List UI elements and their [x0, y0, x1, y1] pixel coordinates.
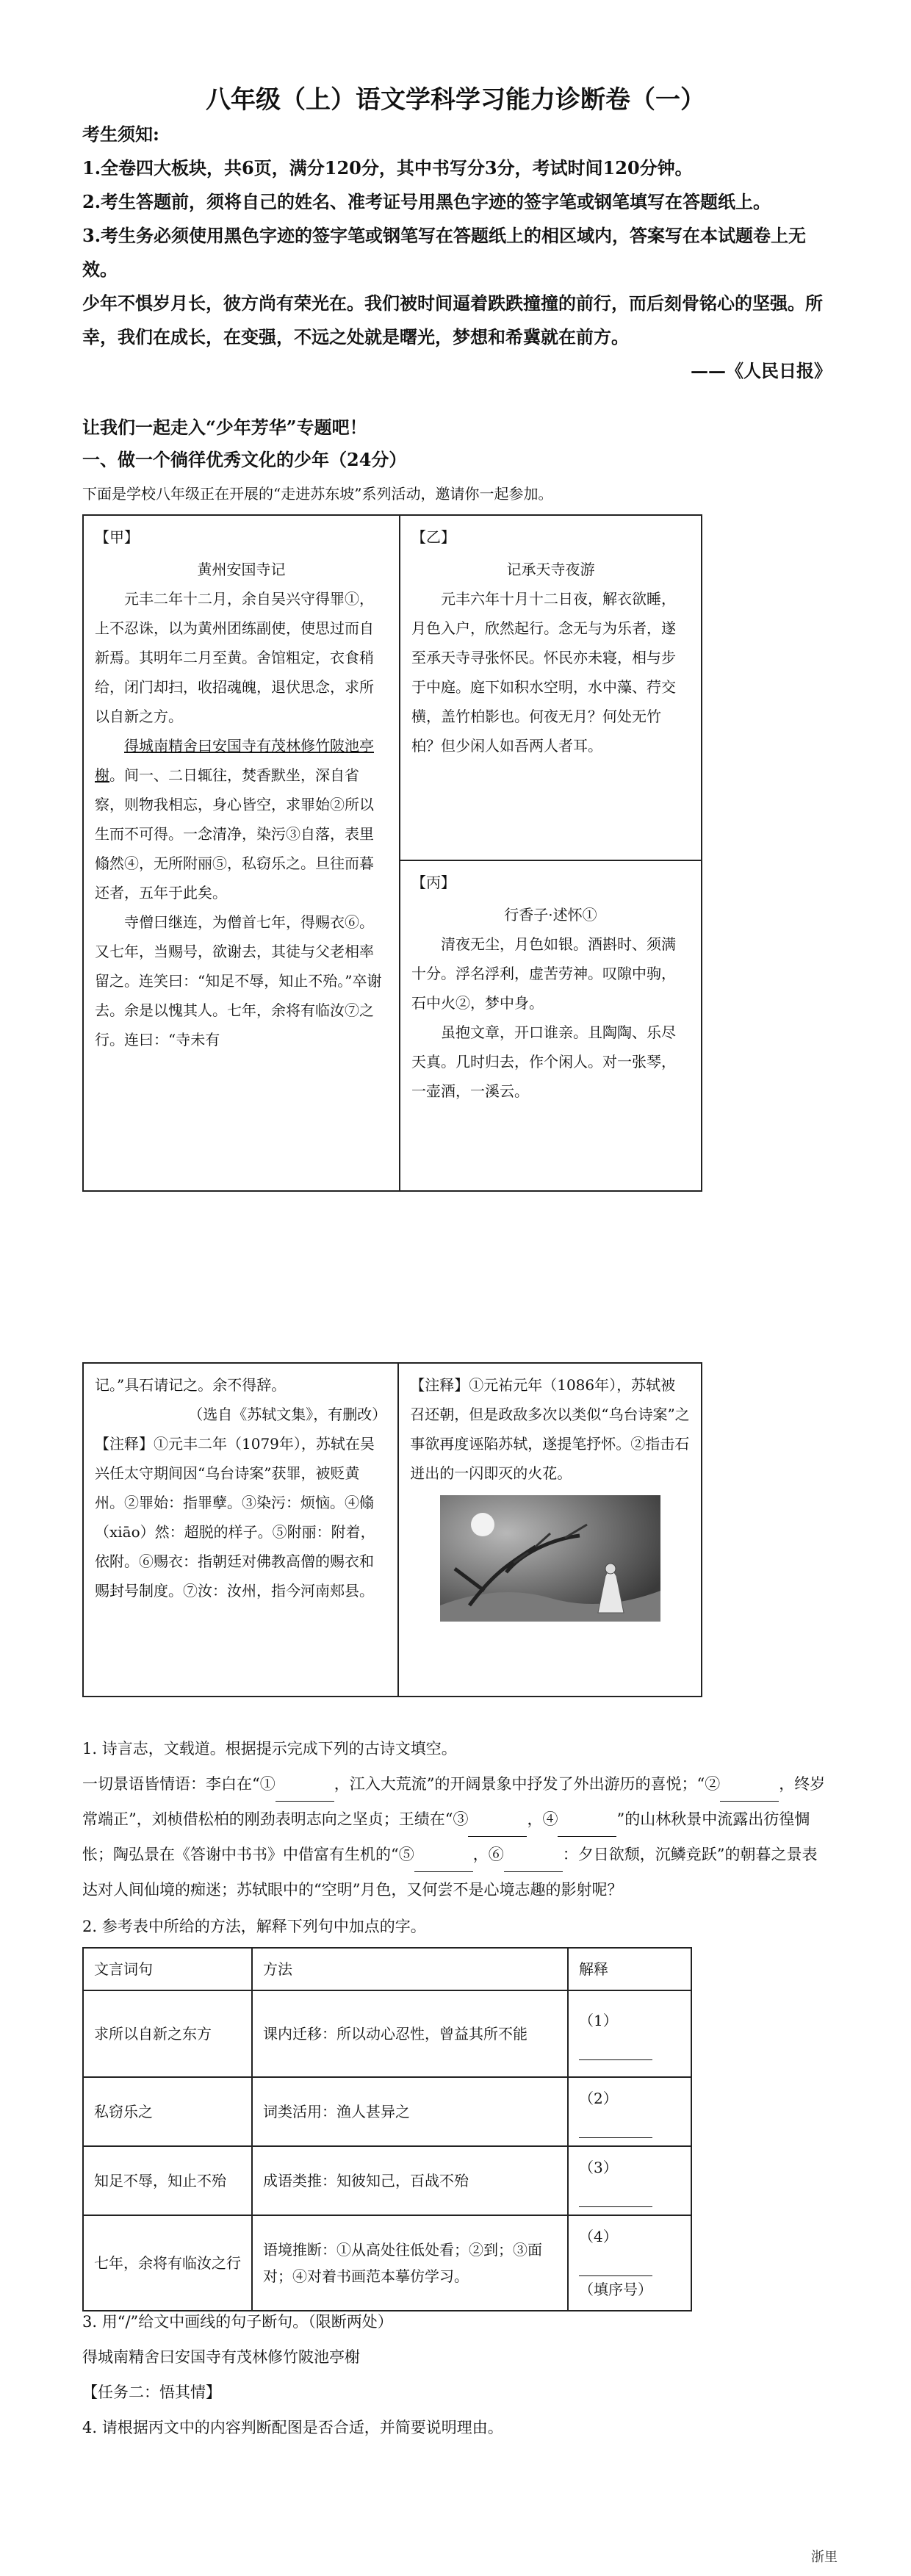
table-row — [83, 2146, 691, 2215]
row3-phrase: 知足不辱，知止不殆 — [83, 2146, 252, 2215]
col-header-method: 方法 — [252, 1948, 568, 1990]
q3-number: 3. — [82, 2313, 98, 2331]
q2-number: 2. — [82, 1918, 98, 1935]
page-title: 八年级（上）语文学科学习能力诊断卷（一） — [206, 85, 705, 115]
passage-a-tag: 【甲】 — [95, 528, 139, 546]
q1-text-4: ，④ — [527, 1810, 558, 1828]
q3-sentence[interactable]: 得城南精舍曰安国寺有茂林修竹陂池亭榭 — [82, 2348, 360, 2366]
table-row — [83, 2077, 691, 2146]
col-header-phrase: 文言词句 — [83, 1948, 252, 1990]
passage-a-cont-cell — [84, 1364, 397, 1611]
method-table — [82, 1947, 692, 2311]
row2-phrase: 私窃乐之 — [83, 2077, 252, 2146]
passage-a-para2 — [95, 731, 388, 907]
q4-number: 4. — [82, 2419, 98, 2436]
row4-method: 语境推断：①从高处往低处看；②到；③面对；④对着书画范本摹仿学习。 — [252, 2215, 568, 2311]
row4-answer[interactable] — [568, 2215, 691, 2311]
row4-note: （填序号） — [579, 2281, 652, 2298]
row1-answer[interactable] — [568, 1990, 691, 2077]
q4-stem: 请根据丙文中的内容判断配图是否合适，并简要说明理由。 — [101, 2419, 503, 2436]
task-2-heading: 【任务二：悟其情】 — [82, 2383, 221, 2401]
passage-a-annotation: 【注释】①元丰二年（1079年），苏轼在吴兴任太守期间因“乌台诗案”获罪，被贬黄州。②罪始：指罪孽。③染污：烦恼。④翛（xiāo）然：超脱的样子。⑤附丽：附着，依附。⑥赐衣：指朝廷对佛教高僧的赐衣和赐封号制度。⑦汝：汝州，指今河南郏县。 — [95, 1435, 375, 1600]
blank-1[interactable] — [276, 1785, 334, 1802]
q1-number: 1. — [82, 1740, 98, 1757]
q1-text-6: ，⑥ — [472, 1846, 504, 1863]
passage-table-bottom — [82, 1362, 702, 1697]
q1-stem: 诗言志，文载道。根据提示完成下列的古诗文填空。 — [101, 1740, 457, 1757]
passage-b-text: 元丰六年十月十二日夜，解衣欲睡，月色入户，欣然起行。念无与为乐者，遂至承天寺寻张怀民。怀民亦未寝，相与步于中庭。庭下如积水空明，水中藻、荇交横，盖竹柏影也。何夜无月？何处无竹柏？但少闲人如吾两人者耳。 — [411, 590, 676, 755]
passage-b-cell — [401, 517, 700, 766]
passage-a-source: （选自《苏轼文集》，有删改） — [188, 1406, 387, 1423]
moonlit-scholar-illustration — [440, 1495, 660, 1622]
row2-answer[interactable] — [568, 2077, 691, 2146]
section1-lead: 下面是学校八年级正在开展的“走进苏东坡”系列活动，邀请你一起参加。 — [82, 485, 553, 503]
notes-heading: 考生须知: — [82, 123, 159, 145]
motto-quote: 少年不惧岁月长，彼方尚有荣光在。我们被时间逼着跌跌撞撞的前行，而后刻骨铭心的坚强。所幸，我们在成长，在变强，不远之处就是曙光，梦想和希冀就在前方。 — [82, 292, 823, 348]
passage-c-annotation: 【注释】①元祐元年（1086年），苏轼被召还朝，但是政敌多次以类似“乌台诗案”之事欲再度诬陷苏轼，遂提笔抒怀。②指击石迸出的一闪即灭的火花。 — [410, 1376, 690, 1482]
row1-method: 课内迁移：所以动心忍性，曾益其所不能 — [252, 1990, 568, 2077]
row2-method: 词类活用：渔人甚异之 — [252, 2077, 568, 2146]
row1-label: （1） — [579, 2012, 618, 2029]
exam-notes — [82, 118, 832, 388]
col-header-answer: 解释 — [568, 1948, 691, 1990]
notes-item-3: 3.考生务必须使用黑色字迹的签字笔或钢笔写在答题纸上的相区域内，答案写在本试题卷上无效。 — [82, 225, 807, 280]
row3-label: （3） — [579, 2159, 618, 2176]
q1-text-7: ：夕日欲颓，沉鳞竞跃”的朝暮之景表达对人间仙境的痴迷；苏轼眼中的“空明”月色，又何尝不是心境志趣的影射呢？ — [82, 1846, 818, 1899]
section1-heading: 一、做一个徜徉优秀文化的少年（24分） — [82, 449, 407, 470]
table-row — [83, 1990, 691, 2077]
question-3 — [82, 2304, 832, 2445]
passage-c-p1: 清夜无尘，月色如银。酒斟时、须满十分。浮名浮利，虚苦劳神。叹隙中驹，石中火②，梦中身。 — [411, 935, 676, 1012]
blank-4[interactable] — [558, 1820, 616, 1837]
answer-blank-4[interactable] — [579, 2259, 652, 2276]
row3-method: 成语类推：知彼知己，百战不殆 — [252, 2146, 568, 2215]
passage-table-top — [82, 514, 702, 1192]
notes-item-2: 2.考生答题前，须将自己的姓名、准考证号用黑色字迹的签字笔或钢笔填写在答题纸上。 — [82, 191, 771, 212]
passage-a-para1: 元丰二年十二月，余自吴兴守得罪①，上不忍诛，以为黄州团练副使，使思过而自新焉。其明年二月至黄。舍馆粗定，衣食稍给，闭门却扫，收招魂魄，退伏思念，求所以自新之方。 — [95, 590, 374, 725]
passage-c-cell — [401, 862, 700, 1112]
row4-label: （4） — [579, 2228, 618, 2245]
answer-blank-1[interactable] — [579, 2043, 652, 2060]
blank-3[interactable] — [468, 1820, 527, 1837]
page-footer: 浙里 — [811, 2550, 838, 2565]
passage-b-tag: 【乙】 — [411, 528, 455, 546]
blank-6[interactable] — [504, 1855, 563, 1872]
passage-c-title: 行香子·述怀① — [504, 906, 597, 924]
q2-stem: 参考表中所给的方法，解释下列句中加点的字。 — [101, 1918, 426, 1935]
answer-blank-2[interactable] — [579, 2121, 652, 2138]
passage-a-para2-rest: 。间一、二日辄往，焚香默坐，深自省察，则物我相忘，身心皆空，求罪始②所以生而不可得。一念清净，染污③自落，表里翛然④，无所附丽⑤，私窃乐之。旦往而暮还者，五年于此矣。 — [95, 766, 374, 902]
table-header-row — [83, 1948, 691, 1990]
passage-b-title: 记承天寺夜游 — [506, 561, 595, 578]
notes-item-1: 1.全卷四大板块，共6页，满分120分，其中书写分3分，考试时间120分钟。 — [82, 157, 693, 179]
passage-a-title: 黄州安国寺记 — [197, 561, 286, 578]
q1-text-5: ”的山林秋景中流露出彷徨惆怅；陶弘景在《答谢中书书》中借富有生机的“⑤ — [82, 1810, 810, 1863]
passage-a-para3: 寺僧曰继连，为僧首七年，得赐衣⑥。又七年，当赐号，欲谢去，其徒与父老相率留之。连笑曰：“知足不辱，知止不殆。”卒谢去。余是以愧其人。七年，余将有临汝⑦之行。连曰：“寺未有 — [95, 913, 382, 1048]
q1-text-2: ，江入大荒流”的开阔景象中抒发了外出游历的喜悦；“② — [334, 1775, 721, 1793]
row3-answer[interactable] — [568, 2146, 691, 2215]
blank-5[interactable] — [414, 1855, 473, 1872]
passage-a-cont: 记。”具石请记之。余不得辞。 — [95, 1376, 287, 1394]
row1-phrase: 求所以自新之东方 — [83, 1990, 252, 2077]
q3-stem: 用“/”给文中画线的句子断句。（限断两处） — [101, 2313, 393, 2331]
passage-c-tag: 【丙】 — [411, 874, 455, 892]
answer-blank-3[interactable] — [579, 2190, 652, 2207]
table-row — [83, 2215, 691, 2311]
passage-c-annot-cell — [400, 1364, 700, 1627]
passage-c-p2: 虽抱文章，开口谁亲。且陶陶、乐尽天真。几时归去，作个闲人。对一张琴，一壶酒，一溪云。 — [411, 1023, 676, 1101]
underlined-sentence: 得城南精舍曰安国寺有茂林修竹陂池亭榭 — [95, 737, 374, 784]
q1-text-3: ，终岁常端正”，刘桢借松柏的刚劲表明志向之坚贞；王绩在“③ — [82, 1775, 826, 1828]
passage-a-cell — [84, 517, 398, 1060]
q1-body — [82, 1766, 832, 1907]
moon-icon — [471, 1513, 494, 1536]
motto-source: ——《人民日报》 — [691, 360, 832, 381]
row4-phrase: 七年，余将有临汝之行 — [83, 2215, 252, 2311]
question-2-stem — [82, 1909, 832, 1944]
q1-text-1: 一切景语皆情语：李白在“① — [82, 1775, 276, 1793]
question-1 — [82, 1731, 832, 1907]
blank-2[interactable] — [720, 1785, 779, 1802]
intro-line: 让我们一起走入“少年芳华”专题吧！ — [82, 417, 367, 438]
row2-label: （2） — [579, 2090, 618, 2107]
